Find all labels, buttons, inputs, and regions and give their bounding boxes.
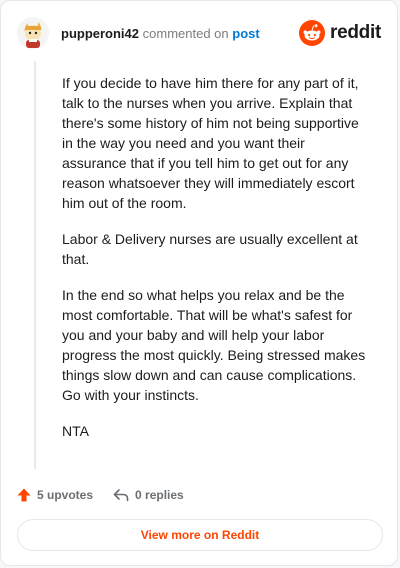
byline: [61, 26, 260, 42]
comment-paragraph: Labor & Delivery nurses are usually excellent at that.: [62, 231, 358, 267]
reddit-snoo-icon: [299, 20, 325, 46]
username-link[interactable]: pupperoni42: [61, 26, 140, 41]
comment-paragraph: In the end so what helps you relax and be the most comfortable. That will be what's safest for you and your baby and will help your labor progress the most quickly. Being stressed makes things slow down and can cause complications. Go with your instincts.: [62, 287, 366, 403]
comment-body: [62, 73, 372, 457]
thread-line: [34, 61, 36, 469]
reddit-logo[interactable]: [299, 19, 381, 47]
upvote-arrow-icon: [17, 488, 31, 502]
upvote-button[interactable]: [17, 488, 93, 502]
commented-on-text: commented on: [142, 26, 229, 41]
avatar[interactable]: [17, 17, 49, 49]
reply-count: 0 replies: [135, 488, 184, 502]
comment-actions: [17, 485, 204, 505]
reply-arrow-icon: [113, 488, 129, 502]
reply-button[interactable]: [113, 488, 184, 502]
comment-paragraph: NTA: [62, 423, 89, 439]
comment-header: [17, 17, 381, 51]
comment-paragraph: If you decide to have him there for any part of it, talk to the nurses when you arrive. Explain that there's some history of him not being supportive in the way you need and you want their assurance that if you tell him to get out for any reason whatsoever they will immediately escort him out of the room.: [62, 75, 359, 211]
upvote-count: 5 upvotes: [37, 488, 94, 502]
view-more-button[interactable]: View more on Reddit: [17, 519, 383, 551]
post-link[interactable]: post: [232, 26, 260, 41]
avatar-icon: [17, 17, 49, 49]
reddit-wordmark: reddit: [330, 22, 381, 43]
